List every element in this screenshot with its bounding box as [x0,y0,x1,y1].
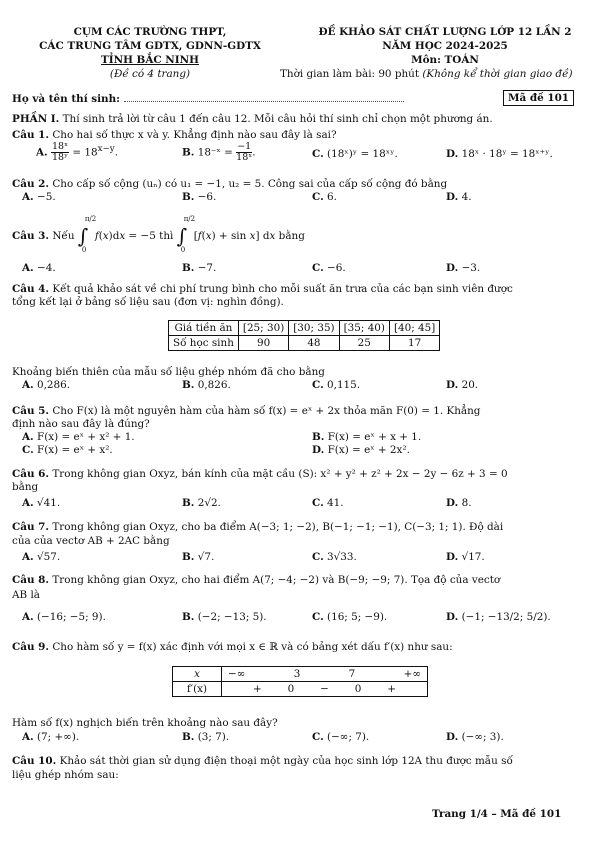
q7-text-2: của của vectơ AB + 2AC bằng [12,535,170,547]
q9-sign-table [172,666,428,697]
q4-cell: Giá tiền ăn [169,321,239,336]
question-8 [12,574,500,586]
header-province: TỈNH BẮC NINH [101,54,199,66]
q7-text-1: Trong không gian Oxyz, cho ba điểm A(−3; 1; −2), B(−1; −1; −1), C(−3; 1; 1). Độ dài [52,521,504,533]
q9-b-text: (3; 7). [197,731,230,743]
q9-ask: Hàm số f(x) nghịch biến trên khoảng nào sau đây? [12,717,278,729]
q9-option-a[interactable] [22,731,79,743]
q4-table-row-price [169,321,440,336]
q1-c-key: C. [312,148,324,160]
q9-d-key: D. [446,731,459,743]
q8-a-key: A. [22,611,34,623]
q8-b-key: B. [182,611,195,623]
q9-option-d[interactable] [446,731,504,743]
q2-d-text: 4. [461,191,472,203]
q3-d-key: D. [446,262,459,274]
q6-text-1: Trong không gian Oxyz, bán kính của mặt cầu (S): x² + y² + z² + 2x − 2y − 6z + 3 = 0 [52,468,508,480]
q4-cell: [30; 35) [289,321,339,336]
q4-cell: [40; 45] [389,321,439,336]
q2-option-a[interactable] [22,191,56,203]
question-7 [12,521,503,533]
q6-b-key: B. [182,497,195,509]
q6-c-text: 41. [327,497,344,509]
q8-option-b[interactable] [182,611,267,623]
q7-d-key: D. [446,551,459,563]
q3-option-d[interactable] [446,262,480,274]
q6-label: Câu 6. [12,468,50,480]
q1-a-key: A. [36,146,48,159]
q3-a-key: A. [22,262,34,274]
exam-year: NĂM HỌC 2024-2025 [382,40,508,52]
q2-d-key: D. [446,191,459,203]
q2-option-b[interactable] [182,191,216,203]
q5-c-key: C. [22,444,34,456]
q6-c-key: C. [312,497,324,509]
q8-text-1: Trong không gian Oxyz, cho hai điểm A(7; −4; −2) và B(−9; −9; 7). Tọa độ của vectơ [52,574,501,586]
q5-c-text: F(x) = eˣ + x². [37,444,113,456]
question-9 [12,641,453,653]
header-school-line-2: CÁC TRUNG TÂM GDTX, GDNN-GDTX [39,40,261,52]
q1-b-text: 18⁻ˣ = [197,146,233,159]
q9-signs [222,682,428,697]
q1-b-key: B. [182,146,195,159]
q4-c-key: C. [312,379,324,391]
q4-data-table [168,320,440,351]
q9-option-c[interactable] [312,731,369,743]
q4-a-text: 0,286. [37,379,71,391]
q3-c-key: C. [312,262,324,274]
q8-c-text: (16; 5; −9). [327,611,388,623]
q5-option-c[interactable] [22,444,113,456]
q4-cell: 90 [238,336,288,351]
q9-x-val: 7 [348,668,356,680]
q4-a-key: A. [22,379,34,391]
q6-option-d[interactable] [446,497,472,509]
q4-option-a[interactable] [22,379,70,391]
q9-b-key: B. [182,731,195,743]
student-name-label: Họ và tên thí sinh: [12,93,120,105]
part1-desc: Thí sinh trả lời từ câu 1 đến câu 12. Mỗi câu hỏi thí sinh chỉ chọn một phương án. [62,113,493,125]
q8-option-c[interactable] [312,611,387,623]
q7-b-text: √7. [197,551,215,563]
q6-option-c[interactable] [312,497,344,509]
student-name-blank [124,101,404,102]
q2-c-key: C. [312,191,324,203]
q9-x-val: +∞ [403,668,421,680]
q2-b-key: B. [182,191,195,203]
student-name-row [12,93,404,105]
q4-c-text: 0,115. [327,379,361,391]
q5-d-key: D. [312,444,325,456]
q9-c-text: (−∞; 7). [327,731,370,743]
q4-option-b[interactable] [182,379,231,391]
q8-option-a[interactable] [22,611,106,623]
q4-d-text: 20. [461,379,479,391]
q10-label: Câu 10. [12,755,57,767]
q9-x-values [222,667,428,682]
q4-table-row-count [169,336,440,351]
q2-b-text: −6. [197,191,217,203]
q1-option-d[interactable] [446,148,553,160]
q9-x-val: 3 [293,668,301,680]
q2-c-text: 6. [327,191,337,203]
q7-option-d[interactable] [446,551,485,563]
q6-option-b[interactable] [182,497,221,509]
q4-label: Câu 4. [12,283,50,295]
q9-x-row [173,667,428,682]
q9-label: Câu 9. [12,641,50,653]
q4-cell: [25; 30) [238,321,288,336]
q5-option-d[interactable] [312,444,410,456]
header-page-count: (Đề có 4 trang) [109,68,191,80]
q7-option-c[interactable] [312,551,357,563]
q3-b-key: B. [182,262,195,274]
q8-option-d[interactable] [446,611,551,623]
q3-option-b[interactable] [182,262,216,274]
q1-d-key: D. [446,148,459,160]
q1-option-a[interactable]: A. $\frac{\text{18ˣ}}{\text{18ʸ}}$ = $18^{x-y}$. [36,141,119,163]
q4-b-text: 0,826. [197,379,231,391]
q5-d-text: F(x) = eˣ + 2x². [327,444,410,456]
q6-option-a[interactable] [22,497,60,509]
q2-option-d[interactable] [446,191,472,203]
q4-cell: 48 [289,336,339,351]
q4-option-c[interactable] [312,379,360,391]
q8-d-key: D. [446,611,459,623]
q9-a-key: A. [22,731,34,743]
question-3: Câu 3. Nếu ∫ π/2 0 f(x)dx = −5 thì ∫ π/2 0 [f(x) + sin x] dx bằng [12,215,305,254]
q6-d-text: 8. [461,497,472,509]
q9-sign: 0 [354,683,362,695]
q8-label: Câu 8. [12,574,50,586]
question-2 [12,178,447,190]
question-6 [12,468,508,480]
q10-text-2: liệu ghép nhóm sau: [12,769,119,781]
q3-option-a[interactable] [22,262,56,274]
q2-option-c[interactable] [312,191,337,203]
q8-b-text: (−2; −13; 5). [197,611,267,623]
exam-subject: Môn: TOÁN [411,54,479,66]
q1-b-frac: $\frac{-1}{\text{18ˣ}}$ [236,141,253,163]
q9-fprime-label: f′(x) [173,682,222,697]
q4-text-1: Kết quả khảo sát về chi phí trung bình cho mỗi suất ăn trưa của các bạn sinh viên được [52,283,513,295]
q3-d-text: −3. [461,262,481,274]
q2-a-key: A. [22,191,34,203]
q6-a-key: A. [22,497,34,509]
q9-option-b[interactable] [182,731,229,743]
q6-text-2: bằng [12,481,39,493]
q7-option-a[interactable] [22,551,60,563]
q7-label: Câu 7. [12,521,50,533]
exam-title: ĐỀ KHẢO SÁT CHẤT LƯỢNG LỚP 12 LẦN 2 [318,26,572,38]
q9-x-label: x [173,667,222,682]
q9-sign: + [252,683,262,695]
question-5 [12,405,480,417]
q7-a-text: √57. [37,551,61,563]
q5-option-a[interactable] [22,431,135,443]
q9-sign: − [320,683,329,695]
exam-code-box [503,92,574,104]
q6-d-key: D. [446,497,459,509]
q7-b-key: B. [182,551,195,563]
part1-title: PHẦN I. [12,113,60,125]
q1-option-c[interactable] [312,148,398,160]
q5-text-2: định nào sau đây là đúng? [12,418,150,430]
q2-text: Cho cấp số cộng (uₙ) có u₁ = −1, u₂ = 5. Công sai của cấp số cộng đó bằng [52,178,448,190]
q7-a-key: A. [22,551,34,563]
q7-c-text: 3√33. [327,551,357,563]
q9-sign: + [387,683,396,695]
q5-label: Câu 5. [12,405,50,417]
page-footer: Trang 1/4 – Mã đề 101 [432,808,562,820]
q4-ask: Khoảng biến thiên của mẫu số liệu ghép nhóm đã cho bằng [12,366,325,378]
part1-heading [12,113,493,125]
question-4 [12,283,513,295]
q4-b-key: B. [182,379,195,391]
q3-label: Câu 3. [12,230,50,242]
exam-time-text: Thời gian làm bài: 90 phút [280,68,420,80]
q9-text: Cho hàm số y = f(x) xác định với mọi x ∈ ℝ và có bảng xét dấu f′(x) như sau: [52,641,453,653]
q5-option-b[interactable] [312,431,421,443]
q9-d-text: (−∞; 3). [461,731,504,743]
q1-option-b[interactable]: B. 18⁻ˣ = $\frac{-1}{\text{18ˣ}}$ . [182,141,256,163]
q9-c-key: C. [312,731,324,743]
exam-code: Mã đề 101 [503,90,574,106]
question-10 [12,755,513,767]
q9-a-text: (7; +∞). [37,731,80,743]
q5-a-key: A. [22,431,34,443]
q4-cell: 25 [339,336,389,351]
q9-fprime-row [173,682,428,697]
q1-text: Cho hai số thực x và y. Khẳng định nào sau đây là sai? [52,129,337,141]
q7-c-key: C. [312,551,324,563]
exam-time [280,68,573,80]
q3-option-c[interactable] [312,262,346,274]
q4-cell: 17 [389,336,439,351]
q2-label: Câu 2. [12,178,50,190]
q10-text-1: Khảo sát thời gian sử dụng điện thoại một ngày của học sinh lớp 12A thu được mẫu số [59,755,513,767]
q5-text-1: Cho F(x) là một nguyên hàm của hàm số f(x) = eˣ + 2x thỏa mãn F(0) = 1. Khẳng [52,405,481,417]
q4-cell: Số học sinh [169,336,239,351]
q6-b-text: 2√2. [197,497,221,509]
q7-d-text: √17. [461,551,485,563]
q1-d-text: 18ˣ · 18ʸ = 18ˣ⁺ʸ. [461,148,553,160]
header-school-line-1: CỤM CÁC TRƯỜNG THPT, [73,26,227,38]
q8-text-2: AB là [12,589,40,601]
q4-option-d[interactable] [446,379,478,391]
q3-a-text: −4. [37,262,56,274]
q3-integral-1: ∫ π/2 0 [77,215,97,254]
q5-b-text: F(x) = eˣ + x + 1. [327,431,422,443]
q8-d-text: (−1; −13/2; 5/2). [461,611,551,623]
q3-c-text: −6. [327,262,346,274]
q1-c-text: (18ˣ)ʸ = 18ˣʸ. [327,148,398,160]
q4-cell: [35; 40) [339,321,389,336]
q4-d-key: D. [446,379,459,391]
q8-a-text: (−16; −5; 9). [37,611,106,623]
q5-a-text: F(x) = eˣ + x² + 1. [37,431,135,443]
q1-a-frac: $\frac{\text{18ˣ}}{\text{18ʸ}}$ [52,141,69,163]
q5-b-key: B. [312,431,325,443]
exam-time-note: (Không kể thời gian giao đề) [422,68,573,80]
q7-option-b[interactable] [182,551,214,563]
q3-b-text: −7. [197,262,217,274]
q8-c-key: C. [312,611,324,623]
q4-text-2: tổng kết lại ở bảng số liệu sau (đơn vị: nghìn đồng). [12,296,284,308]
q3-integral-2: ∫ π/2 0 [176,215,196,254]
question-1 [12,129,337,141]
q9-x-val: −∞ [228,668,246,680]
q1-label: Câu 1. [12,129,50,141]
q9-sign: 0 [287,683,295,695]
q2-a-text: −5. [37,191,56,203]
q6-a-text: √41. [37,497,61,509]
